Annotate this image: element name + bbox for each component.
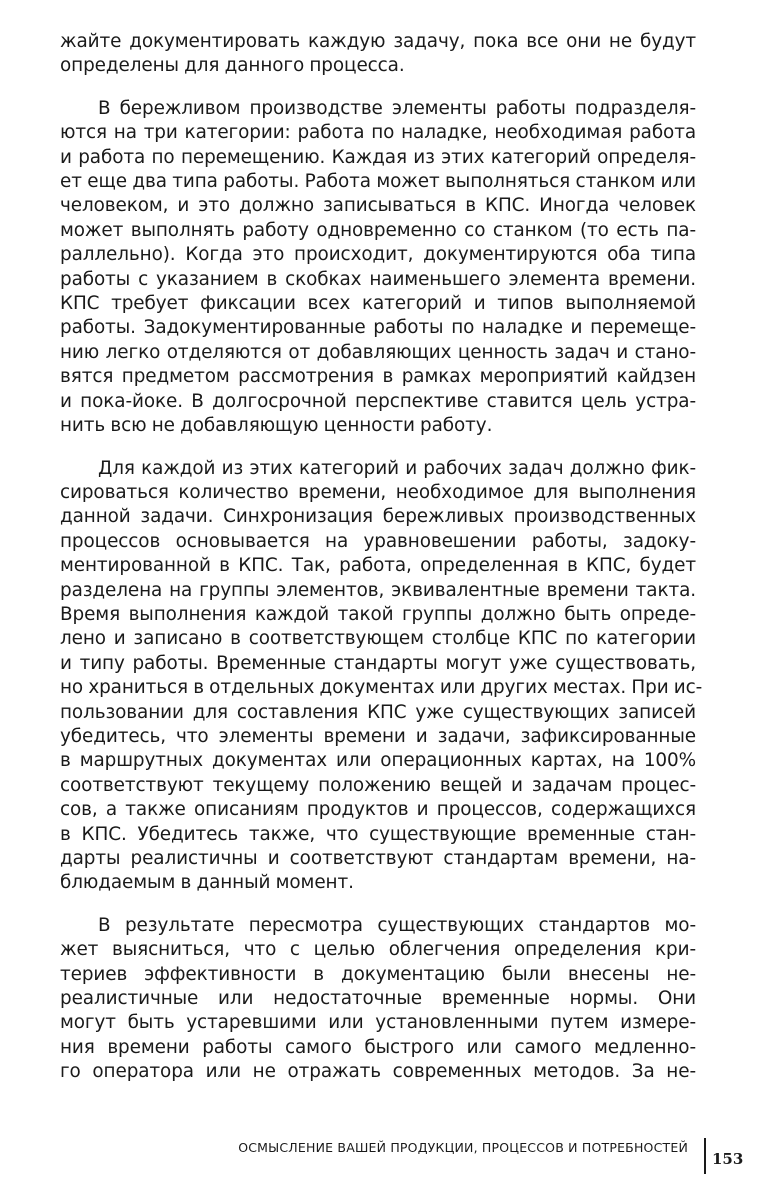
text-line: определены для данного процесса. <box>60 55 405 77</box>
paragraph <box>60 457 703 896</box>
page-number: 153 <box>712 1150 744 1168</box>
text-line: и работа по перемещению. Каждая из этих категорий определя- <box>60 146 696 168</box>
text-line: жет выясниться, что с целью облегчения определения кри- <box>60 939 696 961</box>
text-line: пользовании для составления КПС уже существующих записей <box>60 701 696 723</box>
text-line: сироваться количество времени, необходимое для выполнения <box>60 481 696 503</box>
text-line: разделена на группы элементов, эквивалентные времени такта. <box>60 579 696 601</box>
paragraph <box>60 97 696 439</box>
text-line: В бережливом производстве элементы работы подразделя- <box>98 97 696 119</box>
paragraph <box>60 30 696 79</box>
paragraph <box>60 914 696 1085</box>
text-line: го оператора или не отражать современных методов. За не- <box>60 1061 696 1083</box>
text-line: данной задачи. Синхронизация бережливых производственных <box>60 506 696 528</box>
text-line: жайте документировать каждую задачу, пока все они не будут <box>60 31 696 52</box>
text-line: нить всю не добавляющую ценности работу. <box>60 415 493 437</box>
text-line: работы. Задокументированные работы по наладке и перемеще- <box>60 317 696 339</box>
text-line: ет еще два типа работы. Работа может выполняться станком или <box>60 171 696 193</box>
running-title: ОСМЫСЛЕНИЕ ВАШЕЙ ПРОДУКЦИИ, ПРОЦЕССОВ И ПОТРЕБНОСТЕЙ <box>238 1140 688 1155</box>
text-line: сов, а также описаниям продуктов и процессов, содержащихся <box>60 799 696 821</box>
text-line: может выполнять работу одновременно со станком (то есть па- <box>60 219 696 241</box>
text-line: и типу работы. Временные стандарты могут уже существовать, <box>60 652 696 674</box>
text-line: дарты реалистичны и соответствуют стандартам времени, на- <box>60 848 696 869</box>
text-line: в КПС. Убедитесь также, что существующие временные стан- <box>60 823 696 845</box>
text-line: блюдаемым в данный момент. <box>60 872 354 894</box>
text-line: убедитесь, что элементы времени и задачи, зафиксированные <box>60 725 696 747</box>
text-line: КПС требует фиксации всех категорий и типов выполняемой <box>60 293 696 315</box>
text-line: териев эффективности в документацию были внесены не- <box>60 963 696 985</box>
text-line: реалистичные или недостаточные временные нормы. Они <box>60 988 696 1010</box>
text-line: работы с указанием в скобках наименьшего элемента времени. <box>60 268 696 290</box>
text-line: ния времени работы самого быстрого или самого медленно- <box>60 1036 696 1058</box>
text-line: Время выполнения каждой такой группы должно быть опреде- <box>60 603 696 625</box>
text-line: процессов основывается на уравновешении работы, задоку- <box>60 530 696 552</box>
text-line: лено и записано в соответствующем столбце КПС по категории <box>60 628 696 650</box>
text-line: Для каждой из этих категорий и рабочих задач должно фик- <box>98 457 696 479</box>
page-footer <box>60 1140 744 1176</box>
text-line: нию легко отделяются от добавляющих ценность задач и стано- <box>60 341 696 363</box>
text-line: соответствуют текущему положению вещей и задачам процес- <box>60 774 696 796</box>
text-line: в маршрутных документах или операционных картах, на 100% <box>60 750 696 772</box>
footer-divider <box>704 1138 706 1174</box>
text-line: но храниться в отдельных документах или других местах. При ис- <box>60 677 703 699</box>
text-line: и пока-йоке. В долгосрочной перспективе ставится цель устра- <box>60 390 696 412</box>
page-body <box>60 30 703 1103</box>
text-line: ментированной в КПС. Так, работа, определенная в КПС, будет <box>60 555 696 577</box>
text-line: ются на три категории: работа по наладке, необходимая работа <box>60 122 696 144</box>
text-line: могут быть устаревшими или установленными путем измере- <box>60 1012 696 1034</box>
text-line: раллельно). Когда это происходит, документируются оба типа <box>60 244 696 266</box>
text-line: человеком, и это должно записываться в КПС. Иногда человек <box>60 195 696 217</box>
text-line: вятся предметом рассмотрения в рамках мероприятий кайдзен <box>60 366 696 388</box>
text-line: В результате пересмотра существующих стандартов мо- <box>98 914 696 936</box>
